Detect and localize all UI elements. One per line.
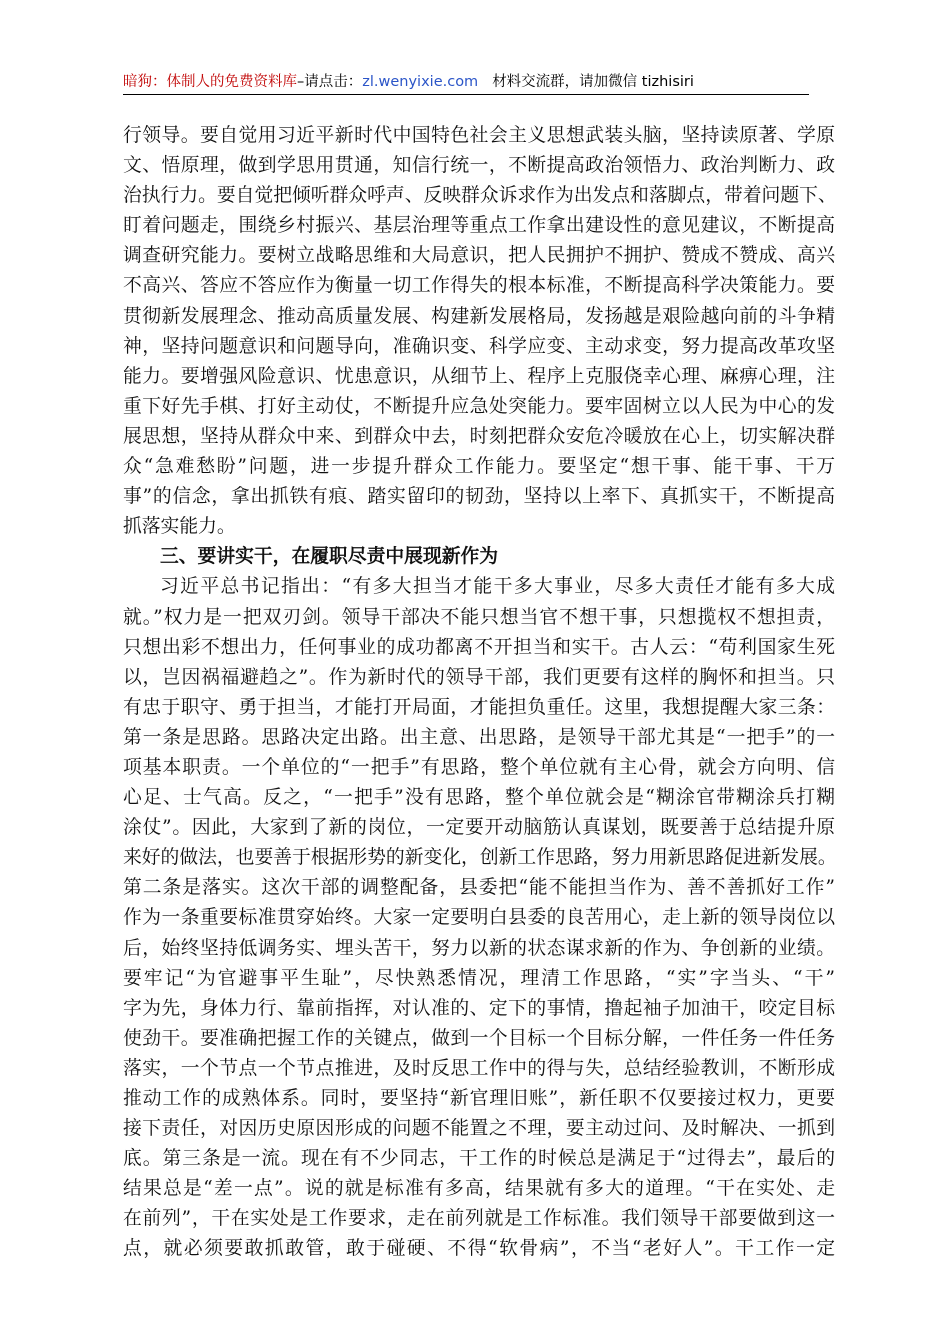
document-body: [123, 121, 835, 1265]
text-line: 来好的做法，也要善于根据形势的新变化，创新工作思路，努力用新思路促进新发展。: [123, 847, 837, 869]
text-line: 涂仗”。因此，大家到了新的岗位，一定要开动脑筋认真谋划，既要善于总结提升原: [123, 817, 835, 839]
text-line: 结果总是“差一点”。说的就是标准有多高，结果就有多大的道理。“干在实处、走: [123, 1178, 835, 1200]
section-heading: 三、要讲实干，在履职尽责中展现新作为: [160, 546, 499, 568]
text-line: 贯彻新发展理念、推动高质量发展、构建新发展格局，发扬越是艰险越向前的斗争精: [123, 305, 835, 327]
text-line: 文、悟原理，做到学思用贯通，知信行统一，不断提高政治领悟力、政治判断力、政: [123, 155, 835, 177]
header-click-prompt: –请点击：: [297, 74, 363, 90]
text-line: 第一条是思路。思路决定出路。出主意、出思路，是领导干部尤其是“一把手”的一: [123, 726, 835, 748]
text-line: 以，岂因祸福避趋之”。作为新时代的领导干部，我们更要有这样的胸怀和担当。只: [123, 666, 835, 688]
text-line: 习近平总书记指出：“有多大担当才能干多大事业，尽多大责任才能有多大成: [160, 576, 835, 598]
text-line: 落实，一个节点一个节点推进，及时反思工作中的得与失，总结经验教训，不断形成: [123, 1057, 835, 1079]
text-line: 重下好先手棋、打好主动仗，不断提升应急处突能力。要牢固树立以人民为中心的发: [123, 395, 835, 417]
text-line: 要牢记“为官避事平生耻”，尽快熟悉情况，理清工作思路，“实”字当头、“干”: [123, 967, 835, 989]
text-line: 神，坚持问题意识和问题导向，准确识变、科学应变、主动求变，努力提高改革攻坚: [123, 335, 835, 357]
header-url-link[interactable]: zl.wenyixie.com: [362, 74, 479, 90]
text-line: 项基本职责。一个单位的“一把手”有思路，整个单位就有主心骨，就会方向明、信: [123, 756, 835, 778]
text-line: 底。第三条是一流。现在有不少同志，干工作的时候总是满足于“过得去”，最后的: [123, 1148, 835, 1170]
text-line: 治执行力。要自觉把倾听群众呼声、反映群众诉求作为出发点和落脚点，带着问题下、: [123, 185, 837, 207]
text-line: 不高兴、答应不答应作为衡量一切工作得失的根本标准，不断提高科学决策能力。要: [123, 275, 835, 297]
text-line: 第二条是落实。这次干部的调整配备，县委把“能不能担当作为、善不善抓好工作”: [123, 877, 835, 899]
text-line: 点，就必须要敢抓敢管，敢于碰硬、不得“软骨病”，不当“老好人”。干工作一定: [123, 1238, 835, 1260]
text-line: 字为先，身体力行、靠前指挥，对认准的、定下的事情，撸起袖子加油干，咬定目标: [123, 997, 835, 1019]
text-line: 盯着问题走，围绕乡村振兴、基层治理等重点工作拿出建设性的意见建议，不断提高: [123, 215, 835, 237]
text-line: 推动工作的成熟体系。同时，要坚持“新官理旧账”，新任职不仅要接过权力，更要: [123, 1088, 835, 1109]
text-line: 就。”权力是一把双刃剑。领导干部决不能只想当官不想干事，只想揽权不想担责，: [123, 606, 835, 628]
text-line: 接下责任，对因历史原因形成的问题不能置之不理，要主动过问、及时解决、一抓到: [123, 1118, 835, 1140]
text-line: 后，始终坚持低调务实、埋头苦干，努力以新的状态谋求新的作为、争创新的业绩。: [123, 937, 835, 959]
text-line: 心足、士气高。反之，“一把手”没有思路，整个单位就会是“糊涂官带糊涂兵打糊: [123, 787, 835, 809]
text-line: 作为一条重要标准贯穿始终。大家一定要明白县委的良苦用心，走上新的领导岗位以: [123, 907, 835, 929]
text-line: 只想出彩不想出力，任何事业的成功都离不开担当和实干。古人云：“苟利国家生死: [123, 636, 835, 658]
text-line: 有忠于职守、勇于担当，才能打开局面，才能担负重任。这里，我想提醒大家三条：: [123, 696, 835, 718]
page-header: [123, 71, 809, 93]
text-line: 能力。要增强风险意识、忧患意识，从细节上、程序上克服侥幸心理、麻痹心理，注: [123, 365, 835, 387]
text-line: 调查研究能力。要树立战略思维和大局意识，把人民拥护不拥护、赞成不赞成、高兴: [123, 245, 835, 267]
text-line: 众“急难愁盼”问题，进一步提升群众工作能力。要坚定“想干事、能干事、干万: [123, 456, 835, 478]
header-contact: 材料交流群，请加微信 tizhisiri: [492, 74, 694, 90]
text-line: 抓落实能力。: [123, 516, 236, 538]
text-line: 展思想，坚持从群众中来、到群众中去，时刻把群众安危冷暖放在心上，切实解决群: [123, 425, 835, 447]
text-line: 行领导。要自觉用习近平新时代中国特色社会主义思想武装头脑，坚持读原著、学原: [123, 125, 835, 146]
header-brand: 暗狗：体制人的免费资料库: [123, 74, 297, 90]
text-line: 事”的信念，拿出抓铁有痕、踏实留印的韧劲，坚持以上率下、真抓实干，不断提高: [123, 486, 835, 508]
header-divider: [123, 94, 809, 95]
text-line: 使劲干。要准确把握工作的关键点，做到一个目标一个目标分解，一件任务一件任务: [123, 1027, 835, 1049]
text-line: 在前列”，干在实处是工作要求，走在前列就是工作标准。我们领导干部要做到这一: [123, 1208, 835, 1230]
